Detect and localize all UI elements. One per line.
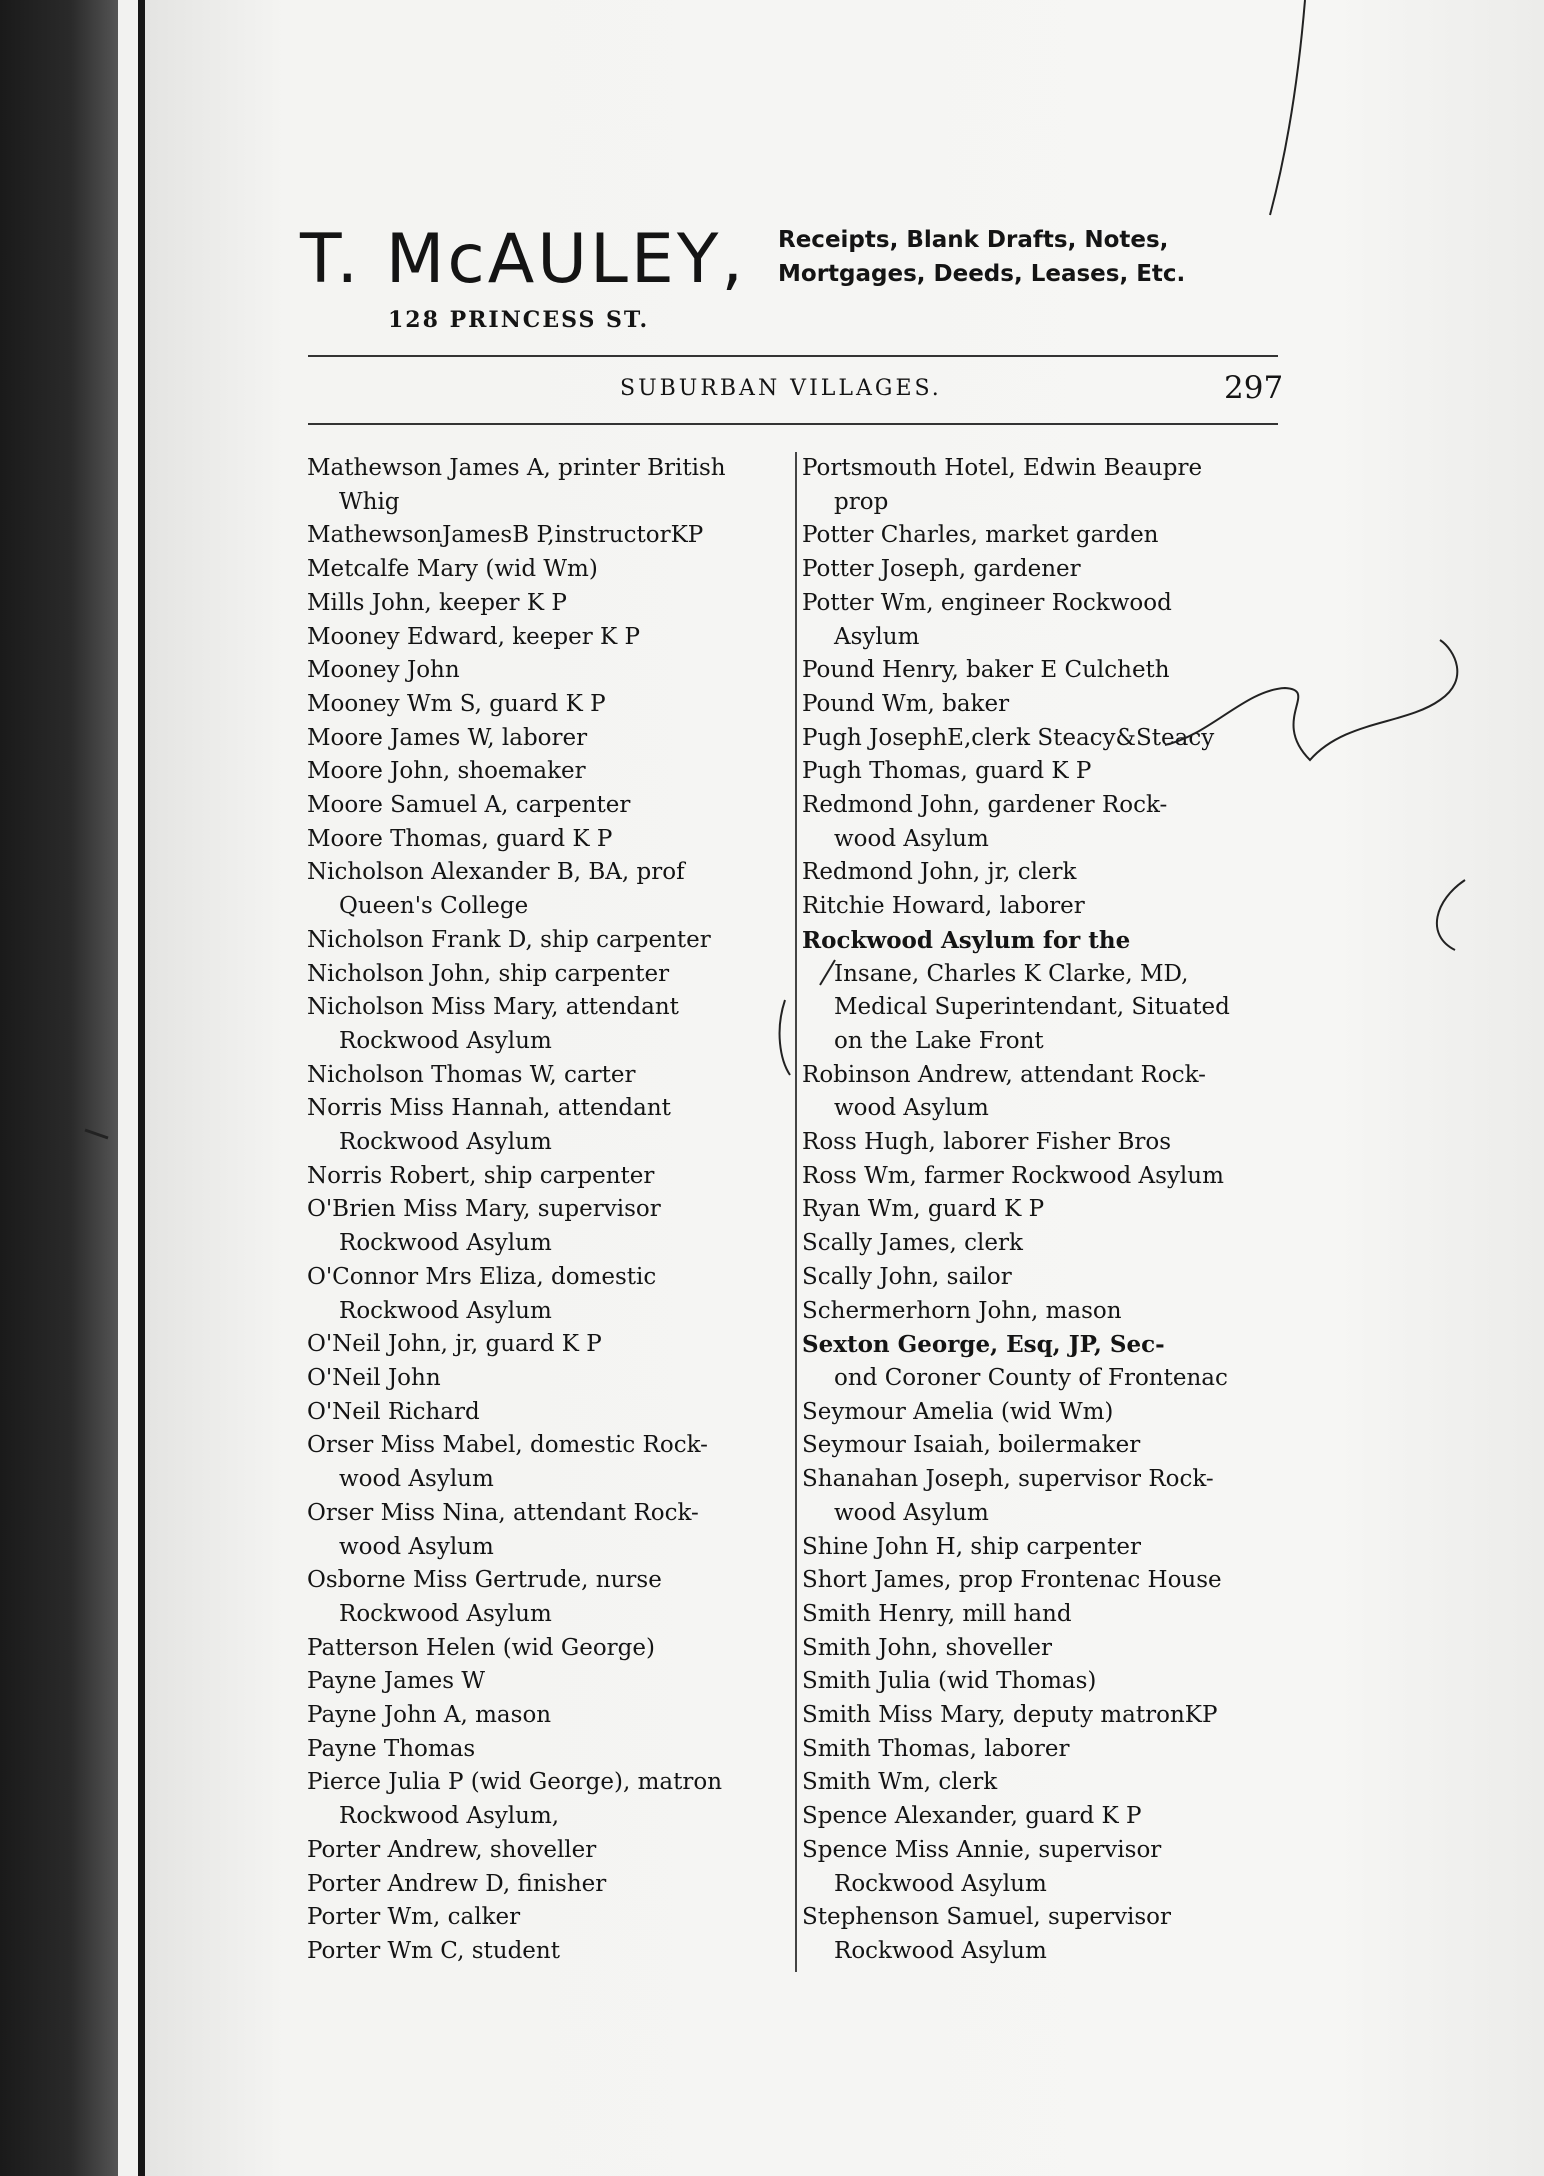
directory-entry (802, 553, 1302, 587)
directory-entry (802, 587, 1302, 654)
directory-entry (802, 1261, 1302, 1295)
entry-text: O'Neil Richard (307, 1398, 480, 1425)
directory-entry (802, 1160, 1302, 1194)
directory-entry (802, 722, 1302, 756)
entry-text: Smith Miss Mary, deputy matronKP (802, 1702, 1218, 1729)
entry-text: Nicholson John, ship carpenter (307, 960, 670, 987)
directory-entry (307, 1699, 807, 1733)
directory-entry (307, 1059, 807, 1093)
directory-entry (307, 722, 807, 756)
directory-entry (307, 1261, 807, 1328)
directory-entry (802, 1632, 1302, 1666)
entry-text: O'Connor Mrs Eliza, domestic (307, 1263, 657, 1290)
advertiser-services (778, 223, 1185, 291)
entry-text: Metcalfe Mary (wid Wm) (307, 556, 598, 583)
directory-entry (307, 1160, 807, 1194)
entry-continuation: Rockwood Asylum (339, 1129, 552, 1156)
directory-entry (307, 755, 807, 789)
directory-entry (802, 1328, 1302, 1395)
entry-continuation: wood Asylum (834, 1499, 989, 1526)
directory-entry (307, 1362, 807, 1396)
column-divider (795, 452, 797, 1972)
entry-text: O'Neil John (307, 1364, 441, 1391)
entry-text: Potter Charles, market garden (802, 522, 1159, 549)
advertisement-banner (300, 215, 1285, 335)
running-head: SUBURBAN VILLAGES. (620, 376, 942, 401)
entry-text: Mooney Wm S, guard K P (307, 690, 606, 717)
directory-entry (307, 1396, 807, 1430)
entry-text: Nicholson Alexander B, BA, prof (307, 859, 685, 886)
directory-entry (307, 553, 807, 587)
directory-entry (307, 1901, 807, 1935)
advertiser-address: 128 PRINCESS ST. (388, 307, 650, 333)
services-line-1: Receipts, Blank Drafts, Notes, (778, 227, 1169, 253)
directory-entry (307, 1193, 807, 1260)
entry-text: Scally James, clerk (802, 1230, 1023, 1257)
entry-text: Nicholson Frank D, ship carpenter (307, 926, 711, 953)
entry-continuation: Rockwood Asylum (834, 1870, 1047, 1897)
entry-continuation: Rockwood Asylum (339, 1027, 552, 1054)
directory-entry (307, 1429, 807, 1496)
entry-text: Shanahan Joseph, supervisor Rock- (802, 1466, 1214, 1493)
entry-continuation: prop (834, 488, 889, 515)
entry-text: Rockwood Asylum for the (802, 926, 1131, 954)
directory-entry (802, 1227, 1302, 1261)
directory-entry (802, 1396, 1302, 1430)
entry-continuation: Rockwood Asylum (339, 1297, 552, 1324)
entry-continuation: wood Asylum (834, 825, 989, 852)
entry-text: Pugh Thomas, guard K P (802, 758, 1092, 785)
directory-entry (802, 890, 1302, 924)
directory-entry (802, 1699, 1302, 1733)
entry-text: Ryan Wm, guard K P (802, 1196, 1045, 1223)
entry-text: Mathewson James A, printer British (307, 455, 726, 481)
entry-text: Norris Robert, ship carpenter (307, 1162, 655, 1189)
entry-text: Moore Thomas, guard K P (307, 825, 613, 852)
entry-text: Moore John, shoemaker (307, 758, 586, 785)
entry-text: Smith Thomas, laborer (802, 1735, 1070, 1762)
entry-text: Porter Wm, calker (307, 1904, 521, 1931)
entry-continuation: ond Coroner County of Frontenac (834, 1364, 1228, 1391)
entry-continuation: Medical Superintendant, Situated (834, 994, 1230, 1021)
directory-entry (802, 452, 1302, 519)
directory-entry (802, 1295, 1302, 1329)
entry-text: Orser Miss Nina, attendant Rock- (307, 1499, 699, 1526)
binding-rule (138, 0, 145, 2176)
entry-continuation: Queen's College (339, 893, 529, 920)
directory-entry (802, 1564, 1302, 1598)
entry-text: Redmond John, jr, clerk (802, 859, 1077, 886)
entry-text: Osborne Miss Gertrude, nurse (307, 1567, 662, 1594)
entry-text: Payne James W (307, 1668, 485, 1695)
entry-text: Porter Andrew D, finisher (307, 1870, 607, 1897)
entry-text: Pound Henry, baker E Culcheth (802, 657, 1170, 684)
directory-entry (307, 1564, 807, 1631)
entry-text: Potter Wm, engineer Rockwood (802, 589, 1172, 616)
advertiser-name: T. McAULEY, (300, 220, 747, 299)
directory-entry (802, 1598, 1302, 1632)
directory-entry (307, 452, 807, 519)
entry-text: Potter Joseph, gardener (802, 556, 1081, 583)
directory-entry (307, 856, 807, 923)
entry-continuation: Rockwood Asylum (834, 1937, 1047, 1964)
directory-entry (802, 1531, 1302, 1565)
entry-text: Norris Miss Hannah, attendant (307, 1095, 671, 1122)
directory-entry (307, 621, 807, 655)
entry-text: Porter Wm C, student (307, 1937, 560, 1964)
entry-text: Scally John, sailor (802, 1263, 1012, 1290)
directory-entry (307, 654, 807, 688)
directory-entry (802, 688, 1302, 722)
directory-entry (802, 755, 1302, 789)
directory-entry (802, 1766, 1302, 1800)
directory-entry (802, 1429, 1302, 1463)
entry-text: O'Brien Miss Mary, supervisor (307, 1196, 661, 1223)
directory-entry (307, 1766, 807, 1833)
directory-entry (307, 688, 807, 722)
directory-entry (307, 1632, 807, 1666)
entry-text: Redmond John, gardener Rock- (802, 792, 1168, 819)
directory-entry (307, 1497, 807, 1564)
entry-text: Seymour Isaiah, boilermaker (802, 1432, 1141, 1459)
entry-text: Smith Henry, mill hand (802, 1600, 1072, 1627)
directory-entry (802, 1193, 1302, 1227)
directory-entry (307, 991, 807, 1058)
entry-text: Ross Wm, farmer Rockwood Asylum (802, 1162, 1224, 1189)
header-rule-top (308, 355, 1278, 357)
entry-text: Moore Samuel A, carpenter (307, 792, 631, 819)
scan-dark-edge (0, 0, 118, 2176)
entry-continuation: Whig (339, 488, 400, 515)
entry-continuation: Rockwood Asylum (339, 1230, 552, 1257)
directory-entry (802, 924, 1302, 1059)
entry-text: Nicholson Miss Mary, attendant (307, 994, 679, 1021)
directory-entry (802, 1800, 1302, 1834)
entry-text: Pound Wm, baker (802, 690, 1010, 717)
page-number: 297 (1224, 370, 1284, 406)
entry-text: Mooney Edward, keeper K P (307, 623, 640, 650)
entry-text: Schermerhorn John, mason (802, 1297, 1122, 1324)
services-line-2: Mortgages, Deeds, Leases, Etc. (778, 261, 1186, 287)
entry-text: Stephenson Samuel, supervisor (802, 1904, 1171, 1931)
entry-text: Moore James W, laborer (307, 724, 588, 751)
directory-entry (802, 654, 1302, 688)
directory-entry (307, 924, 807, 958)
directory-entry (307, 958, 807, 992)
directory-entry (307, 519, 807, 553)
entry-continuation: on the Lake Front (834, 1027, 1044, 1054)
entry-text: O'Neil John, jr, guard K P (307, 1331, 602, 1358)
entry-text: Spence Alexander, guard K P (802, 1803, 1142, 1830)
entry-text: Ritchie Howard, laborer (802, 893, 1085, 920)
entry-text: Porter Andrew, shoveller (307, 1836, 597, 1863)
entry-text: Short James, prop Frontenac House (802, 1567, 1222, 1594)
entry-text: Seymour Amelia (wid Wm) (802, 1398, 1114, 1425)
entry-continuation: wood Asylum (339, 1533, 494, 1560)
entry-continuation: Insane, Charles K Clarke, MD, (834, 960, 1189, 987)
header-rule-bottom (308, 423, 1278, 425)
directory-entry (802, 519, 1302, 553)
directory-entry (802, 856, 1302, 890)
directory-entry (307, 1665, 807, 1699)
entry-text: Patterson Helen (wid George) (307, 1634, 655, 1661)
directory-entry (802, 1059, 1302, 1126)
entry-text: Robinson Andrew, attendant Rock- (802, 1061, 1206, 1088)
entry-text: Portsmouth Hotel, Edwin Beaupre (802, 455, 1203, 481)
entry-text: Smith Julia (wid Thomas) (802, 1668, 1097, 1695)
directory-entry (307, 1328, 807, 1362)
directory-entry (802, 1733, 1302, 1767)
directory-entry (307, 823, 807, 857)
directory-entry (307, 587, 807, 621)
left-directory-column (307, 452, 807, 1969)
entry-continuation: Rockwood Asylum (339, 1600, 552, 1627)
entry-text: Nicholson Thomas W, carter (307, 1061, 636, 1088)
directory-entry (307, 1868, 807, 1902)
directory-entry (802, 789, 1302, 856)
entry-continuation: wood Asylum (834, 1095, 989, 1122)
entry-text: Orser Miss Mabel, domestic Rock- (307, 1432, 708, 1459)
directory-entry (802, 1665, 1302, 1699)
entry-text: Mooney John (307, 657, 460, 684)
directory-entry (802, 1463, 1302, 1530)
entry-continuation: Asylum (834, 623, 920, 650)
entry-text: MathewsonJamesB P,instructorKP (307, 522, 704, 549)
entry-text: Spence Miss Annie, supervisor (802, 1836, 1162, 1863)
entry-text: Smith Wm, clerk (802, 1769, 998, 1796)
entry-text: Payne John A, mason (307, 1702, 552, 1729)
directory-entry (802, 1901, 1302, 1968)
entry-text: Payne Thomas (307, 1735, 476, 1762)
entry-text: Smith John, shoveller (802, 1634, 1052, 1661)
directory-entry (307, 1935, 807, 1969)
directory-entry (802, 1126, 1302, 1160)
entry-text: Ross Hugh, laborer Fisher Bros (802, 1129, 1172, 1156)
entry-text: Mills John, keeper K P (307, 589, 567, 616)
directory-entry (307, 1092, 807, 1159)
entry-text: Sexton George, Esq, JP, Sec- (802, 1331, 1165, 1359)
entry-continuation: wood Asylum (339, 1466, 494, 1493)
directory-entry (307, 789, 807, 823)
entry-text: Pierce Julia P (wid George), matron (307, 1769, 723, 1796)
entry-text: Shine John H, ship carpenter (802, 1533, 1141, 1560)
entry-text: Pugh JosephE,clerk Steacy&Steacy (802, 724, 1215, 751)
entry-continuation: Rockwood Asylum, (339, 1803, 560, 1830)
directory-entry (307, 1834, 807, 1868)
directory-entry (802, 1834, 1302, 1901)
right-directory-column (802, 452, 1302, 1969)
directory-entry (307, 1733, 807, 1767)
